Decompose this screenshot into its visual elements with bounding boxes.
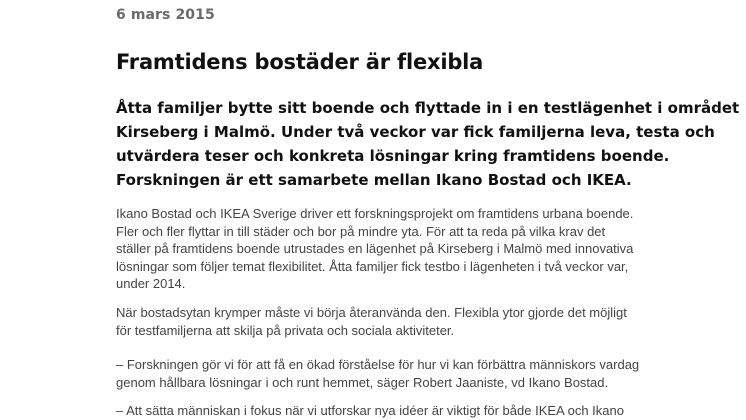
lead-paragraph — [116, 96, 740, 192]
body-paragraph-4 — [116, 402, 626, 420]
lead-line: utvärdera teser och konkreta lösningar kring framtidens boende. — [116, 147, 670, 165]
article-title: Framtidens bostäder är flexibla — [116, 50, 484, 74]
body-line: under 2014. — [116, 276, 186, 291]
body-paragraph-2 — [116, 304, 626, 339]
body-line: lösningar som följer temat flexibilitet. Åtta familjer fick testbo i lägenheten i två veckor var, — [116, 258, 629, 274]
body-line: När bostadsytan krymper måste vi börja återanvända den. Flexibla ytor gjorde det möjligt — [116, 305, 627, 320]
publish-date: 6 mars 2015 — [116, 7, 215, 23]
body-paragraph-3 — [116, 356, 640, 391]
body-line: Ikano Bostad och IKEA Sverige driver ett forskningsprojekt om framtidens urbana boende. — [116, 206, 634, 221]
body-line: Fler och fler flyttar in till städer och bor på mindre yta. För att ta reda på vilka krav det — [116, 223, 606, 239]
body-paragraph-1 — [116, 205, 634, 293]
lead-line: Kirseberg i Malmö. Under två veckor var fick familjerna leva, testa och — [116, 123, 715, 141]
lead-line: Åtta familjer bytte sitt boende och flyttade in i en testlägenhet i området — [116, 99, 740, 117]
body-line: genom hållbara lösningar i och runt hemmet, säger Robert Jaaniste, vd Ikano Bostad. — [116, 374, 609, 390]
body-line: ställer på framtidens boende utrustades en lägenhet på Kirseberg i Malmö med innovativa — [116, 241, 634, 256]
body-line: – Att sätta människan i fokus när vi utforskar nya idéer är viktigt för både IKEA och Ikano — [116, 403, 624, 418]
lead-line: Forskningen är ett samarbete mellan Ikano Bostad och IKEA. — [116, 171, 632, 189]
body-line: för testfamiljerna att skilja på privata och sociala aktiviteter. — [116, 322, 455, 338]
body-line: – Forskningen gör vi för att få en ökad förståelse för hur vi kan förbättra människors vardag — [116, 357, 640, 372]
